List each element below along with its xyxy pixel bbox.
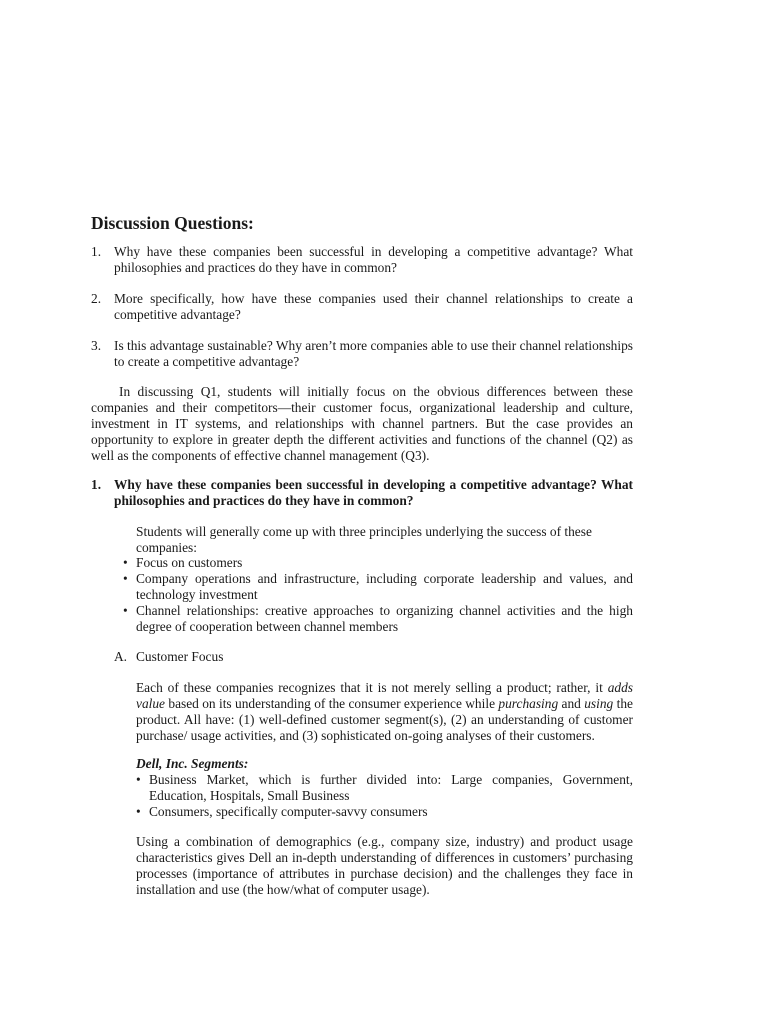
list-item-text: Company operations and infrastructure, including corporate leadership and values, and technology investment [136,571,633,602]
emphasis-using: using [584,696,614,711]
list-item [123,555,633,571]
bullet-icon: • [136,804,141,819]
principles-list [123,555,633,635]
list-item-text: Business Market, which is further divided into: Large companies, Government, Education, Hospitals, Small Business [149,772,633,803]
question-text: Is this advantage sustainable? Why aren’t more companies able to use their channel relationships to create a competitive advantage? [114,338,633,369]
discussion-questions-heading: Discussion Questions: [91,213,254,233]
question-1 [91,244,633,276]
segments-list [136,772,633,820]
bullet-icon: • [123,603,128,618]
question-number: 2. [91,291,102,306]
intro-paragraph: In discussing Q1, students will initially focus on the obvious differences between these companies and their competitors—their customer focus, organizational leadership and culture, investment in IT systems, and relationships with channel partners. But the case provides an opportunity to explore in greater depth the different activities and functions of the channel (Q2) as well as the components of effective channel management (Q3). [91,384,633,463]
emphasis-purchasing: purchasing [498,696,559,711]
customer-focus-paragraph [136,680,633,744]
paragraph-text: Each of these companies recognizes that it is not merely selling a product; rather, it [136,680,608,695]
demographics-paragraph: Using a combination of demographics (e.g., company size, industry) and product usage characteristics gives Dell an in-depth understanding of differences in customers’ purchasing processes (importance of attributes in purchase decision) and the challenges they face in installation and use (the how/what of computer usage). [136,834,633,897]
question-number: 3. [91,338,102,353]
list-item-text: Consumers, specifically computer-savvy consumers [149,804,428,819]
list-item-text: Channel relationships: creative approaches to organizing channel activities and the high degree of cooperation between channel members [136,603,633,634]
paragraph-text: and [558,696,585,711]
list-item-text: Focus on customers [136,555,243,570]
bullet-icon: • [123,571,128,586]
answer-1-question [91,477,633,509]
question-text: Why have these companies been successful in developing a competitive advantage? What philosophies and practices do they have in common? [114,244,633,275]
question-text: Why have these companies been successful in developing a competitive advantage? What philosophies and practices do they have in common? [114,477,633,508]
answer-1-lead: Students will generally come up with three principles underlying the success of these companies: [136,524,592,555]
section-a-heading [114,649,223,665]
section-letter: A. [114,649,128,664]
list-item [123,603,633,635]
list-item [136,772,633,804]
question-2 [91,291,633,323]
dell-segments-title: Dell, Inc. Segments: [136,756,249,771]
question-number: 1. [91,477,102,492]
emphasis-adds-value: adds value [136,680,633,711]
list-item [123,571,633,603]
paragraph-text: the product. All have: (1) well-defined customer segment(s), (2) an understanding of customer purchase/ usage activities, and (3) sophisticated on-going analyses of their customers. [136,696,633,743]
section-title: Customer Focus [136,649,224,664]
question-number: 1. [91,244,102,259]
list-item [136,804,633,820]
bullet-icon: • [136,772,141,787]
bullet-icon: • [123,555,128,570]
paragraph-text: based on its understanding of the consumer experience while [165,696,499,711]
question-text: More specifically, how have these companies used their channel relationships to create a competitive advantage? [114,291,633,322]
question-3 [91,338,633,370]
